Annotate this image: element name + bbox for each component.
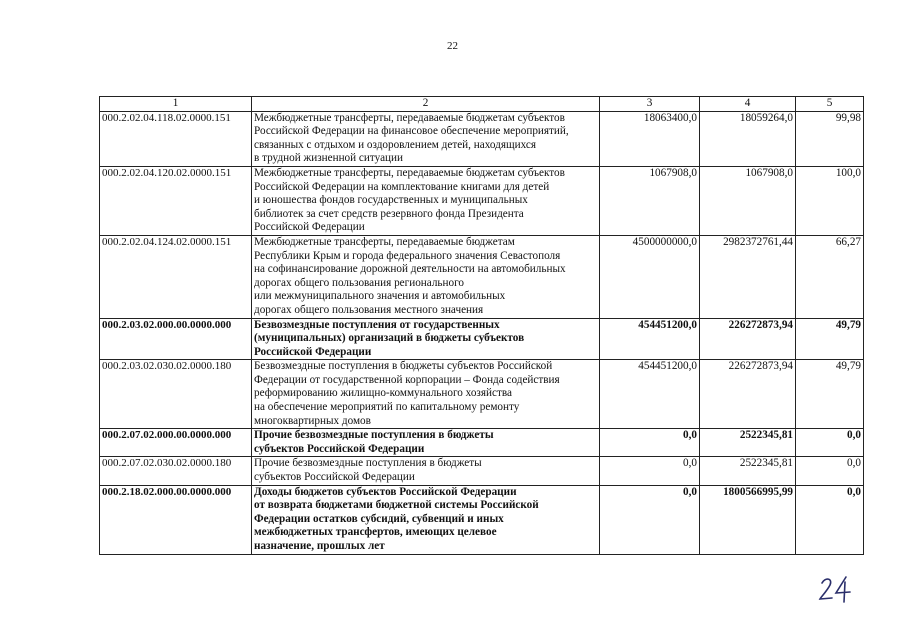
column-header-code: 1 — [100, 97, 252, 112]
revenue-name-line: в трудной жизненной ситуации — [254, 152, 404, 165]
revenue-name-line: Межбюджетные трансферты, передаваемые бюджетам субъектов — [254, 166, 565, 179]
revenue-name-line: Федерации остатков субсидий, субвенций и иных — [254, 512, 504, 525]
plan-amount-cell: 1067908,0 — [600, 166, 700, 235]
percent-cell: 100,0 — [796, 166, 864, 235]
revenue-name-line: Безвозмездные поступления от государственных — [254, 318, 500, 331]
column-header-percent: 5 — [796, 97, 864, 112]
revenue-name-line: дорогах общего пользования местного значения — [254, 303, 484, 316]
revenue-name-cell — [252, 235, 600, 318]
table-row — [100, 166, 864, 235]
revenue-name-line: связанных с отдыхом и оздоровлением детей, находящихся — [254, 138, 536, 151]
plan-amount-cell: 0,0 — [600, 485, 700, 554]
revenue-name-line: дорогах общего пользования регионального — [254, 276, 465, 289]
plan-amount-cell: 454451200,0 — [600, 360, 700, 429]
revenue-name-line: многоквартирных домов — [254, 414, 371, 427]
table-row — [100, 360, 864, 429]
revenue-name-line: Доходы бюджетов субъектов Российской Федерации — [254, 485, 517, 498]
budget-code-cell: 000.2.07.02.030.02.0000.180 — [100, 457, 252, 485]
revenue-name-line: (муниципальных) организаций в бюджеты субъектов — [254, 332, 525, 345]
budget-code-cell: 000.2.02.04.118.02.0000.151 — [100, 111, 252, 166]
plan-amount-cell: 0,0 — [600, 457, 700, 485]
revenue-name-line: от возврата бюджетами бюджетной системы Российской — [254, 499, 539, 512]
percent-cell: 99,98 — [796, 111, 864, 166]
signature-mark — [816, 574, 856, 604]
table-row — [100, 318, 864, 360]
revenue-name-line: Межбюджетные трансферты, передаваемые бюджетам — [254, 235, 515, 248]
revenue-name-cell — [252, 166, 600, 235]
table-row — [100, 235, 864, 318]
column-header-name: 2 — [252, 97, 600, 112]
actual-amount-cell: 2982372761,44 — [700, 235, 796, 318]
revenue-name-line: Безвозмездные поступления в бюджеты субъектов Российской — [254, 360, 553, 373]
plan-amount-cell: 0,0 — [600, 429, 700, 457]
budget-code-cell: 000.2.18.02.000.00.0000.000 — [100, 485, 252, 554]
revenue-name-cell — [252, 111, 600, 166]
revenue-name-line: межбюджетных трансфертов, имеющих целевое — [254, 526, 497, 539]
revenue-name-line: на обеспечение мероприятий по капитальному ремонту — [254, 401, 520, 414]
revenue-name-line: Российской Федерации — [254, 345, 372, 358]
percent-cell: 49,79 — [796, 318, 864, 360]
table-header-row — [100, 97, 864, 112]
actual-amount-cell: 226272873,94 — [700, 360, 796, 429]
table-row — [100, 429, 864, 457]
revenue-name-cell — [252, 360, 600, 429]
table-row — [100, 111, 864, 166]
revenue-name-line: Прочие безвозмездные поступления в бюджеты — [254, 429, 494, 442]
revenue-name-cell — [252, 485, 600, 554]
revenue-name-cell — [252, 429, 600, 457]
budget-code-cell: 000.2.03.02.000.00.0000.000 — [100, 318, 252, 360]
revenue-name-line: реформированию жилищно-коммунального хозяйства — [254, 387, 512, 400]
revenue-name-cell — [252, 318, 600, 360]
actual-amount-cell: 226272873,94 — [700, 318, 796, 360]
plan-amount-cell: 4500000000,0 — [600, 235, 700, 318]
revenue-name-line: Республики Крым и города федерального значения Севастополя — [254, 249, 561, 262]
table-row — [100, 485, 864, 554]
budget-code-cell: 000.2.02.04.124.02.0000.151 — [100, 235, 252, 318]
plan-amount-cell: 18063400,0 — [600, 111, 700, 166]
budget-code-cell: 000.2.02.04.120.02.0000.151 — [100, 166, 252, 235]
budget-code-cell: 000.2.07.02.000.00.0000.000 — [100, 429, 252, 457]
actual-amount-cell: 2522345,81 — [700, 429, 796, 457]
revenue-name-line: Прочие безвозмездные поступления в бюджеты — [254, 457, 482, 470]
budget-code-cell: 000.2.03.02.030.02.0000.180 — [100, 360, 252, 429]
page-number: 22 — [447, 40, 458, 52]
revenue-name-line: субъектов Российской Федерации — [254, 442, 425, 455]
revenue-name-cell — [252, 457, 600, 485]
revenue-name-line: субъектов Российской Федерации — [254, 471, 415, 484]
handwritten-signature — [816, 574, 856, 604]
percent-cell: 0,0 — [796, 485, 864, 554]
revenue-name-line: на софинансирование дорожной деятельности на автомобильных — [254, 263, 566, 276]
budget-table — [99, 96, 864, 555]
column-header-plan: 3 — [600, 97, 700, 112]
revenue-name-line: библиотек за счет средств резервного фонда Президента — [254, 207, 524, 220]
percent-cell: 66,27 — [796, 235, 864, 318]
actual-amount-cell: 2522345,81 — [700, 457, 796, 485]
revenue-name-line: или межмуниципального значения и автомобильных — [254, 290, 506, 303]
percent-cell: 0,0 — [796, 457, 864, 485]
percent-cell: 49,79 — [796, 360, 864, 429]
column-header-actual: 4 — [700, 97, 796, 112]
actual-amount-cell: 1800566995,99 — [700, 485, 796, 554]
table-body — [100, 111, 864, 554]
percent-cell: 0,0 — [796, 429, 864, 457]
revenue-name-line: и юношества фондов государственных и муниципальных — [254, 194, 528, 207]
actual-amount-cell: 1067908,0 — [700, 166, 796, 235]
plan-amount-cell: 454451200,0 — [600, 318, 700, 360]
revenue-name-line: Российской Федерации — [254, 221, 365, 234]
revenue-name-line: Федерации от государственной корпорации – Фонда содействия — [254, 373, 560, 386]
revenue-name-line: Российской Федерации на финансовое обеспечение мероприятий, — [254, 125, 569, 138]
revenue-name-line: Российской Федерации на комплектование книгами для детей — [254, 180, 550, 193]
actual-amount-cell: 18059264,0 — [700, 111, 796, 166]
table-row — [100, 457, 864, 485]
revenue-name-line: назначение, прошлых лет — [254, 540, 385, 552]
revenue-name-line: Межбюджетные трансферты, передаваемые бюджетам субъектов — [254, 111, 565, 124]
